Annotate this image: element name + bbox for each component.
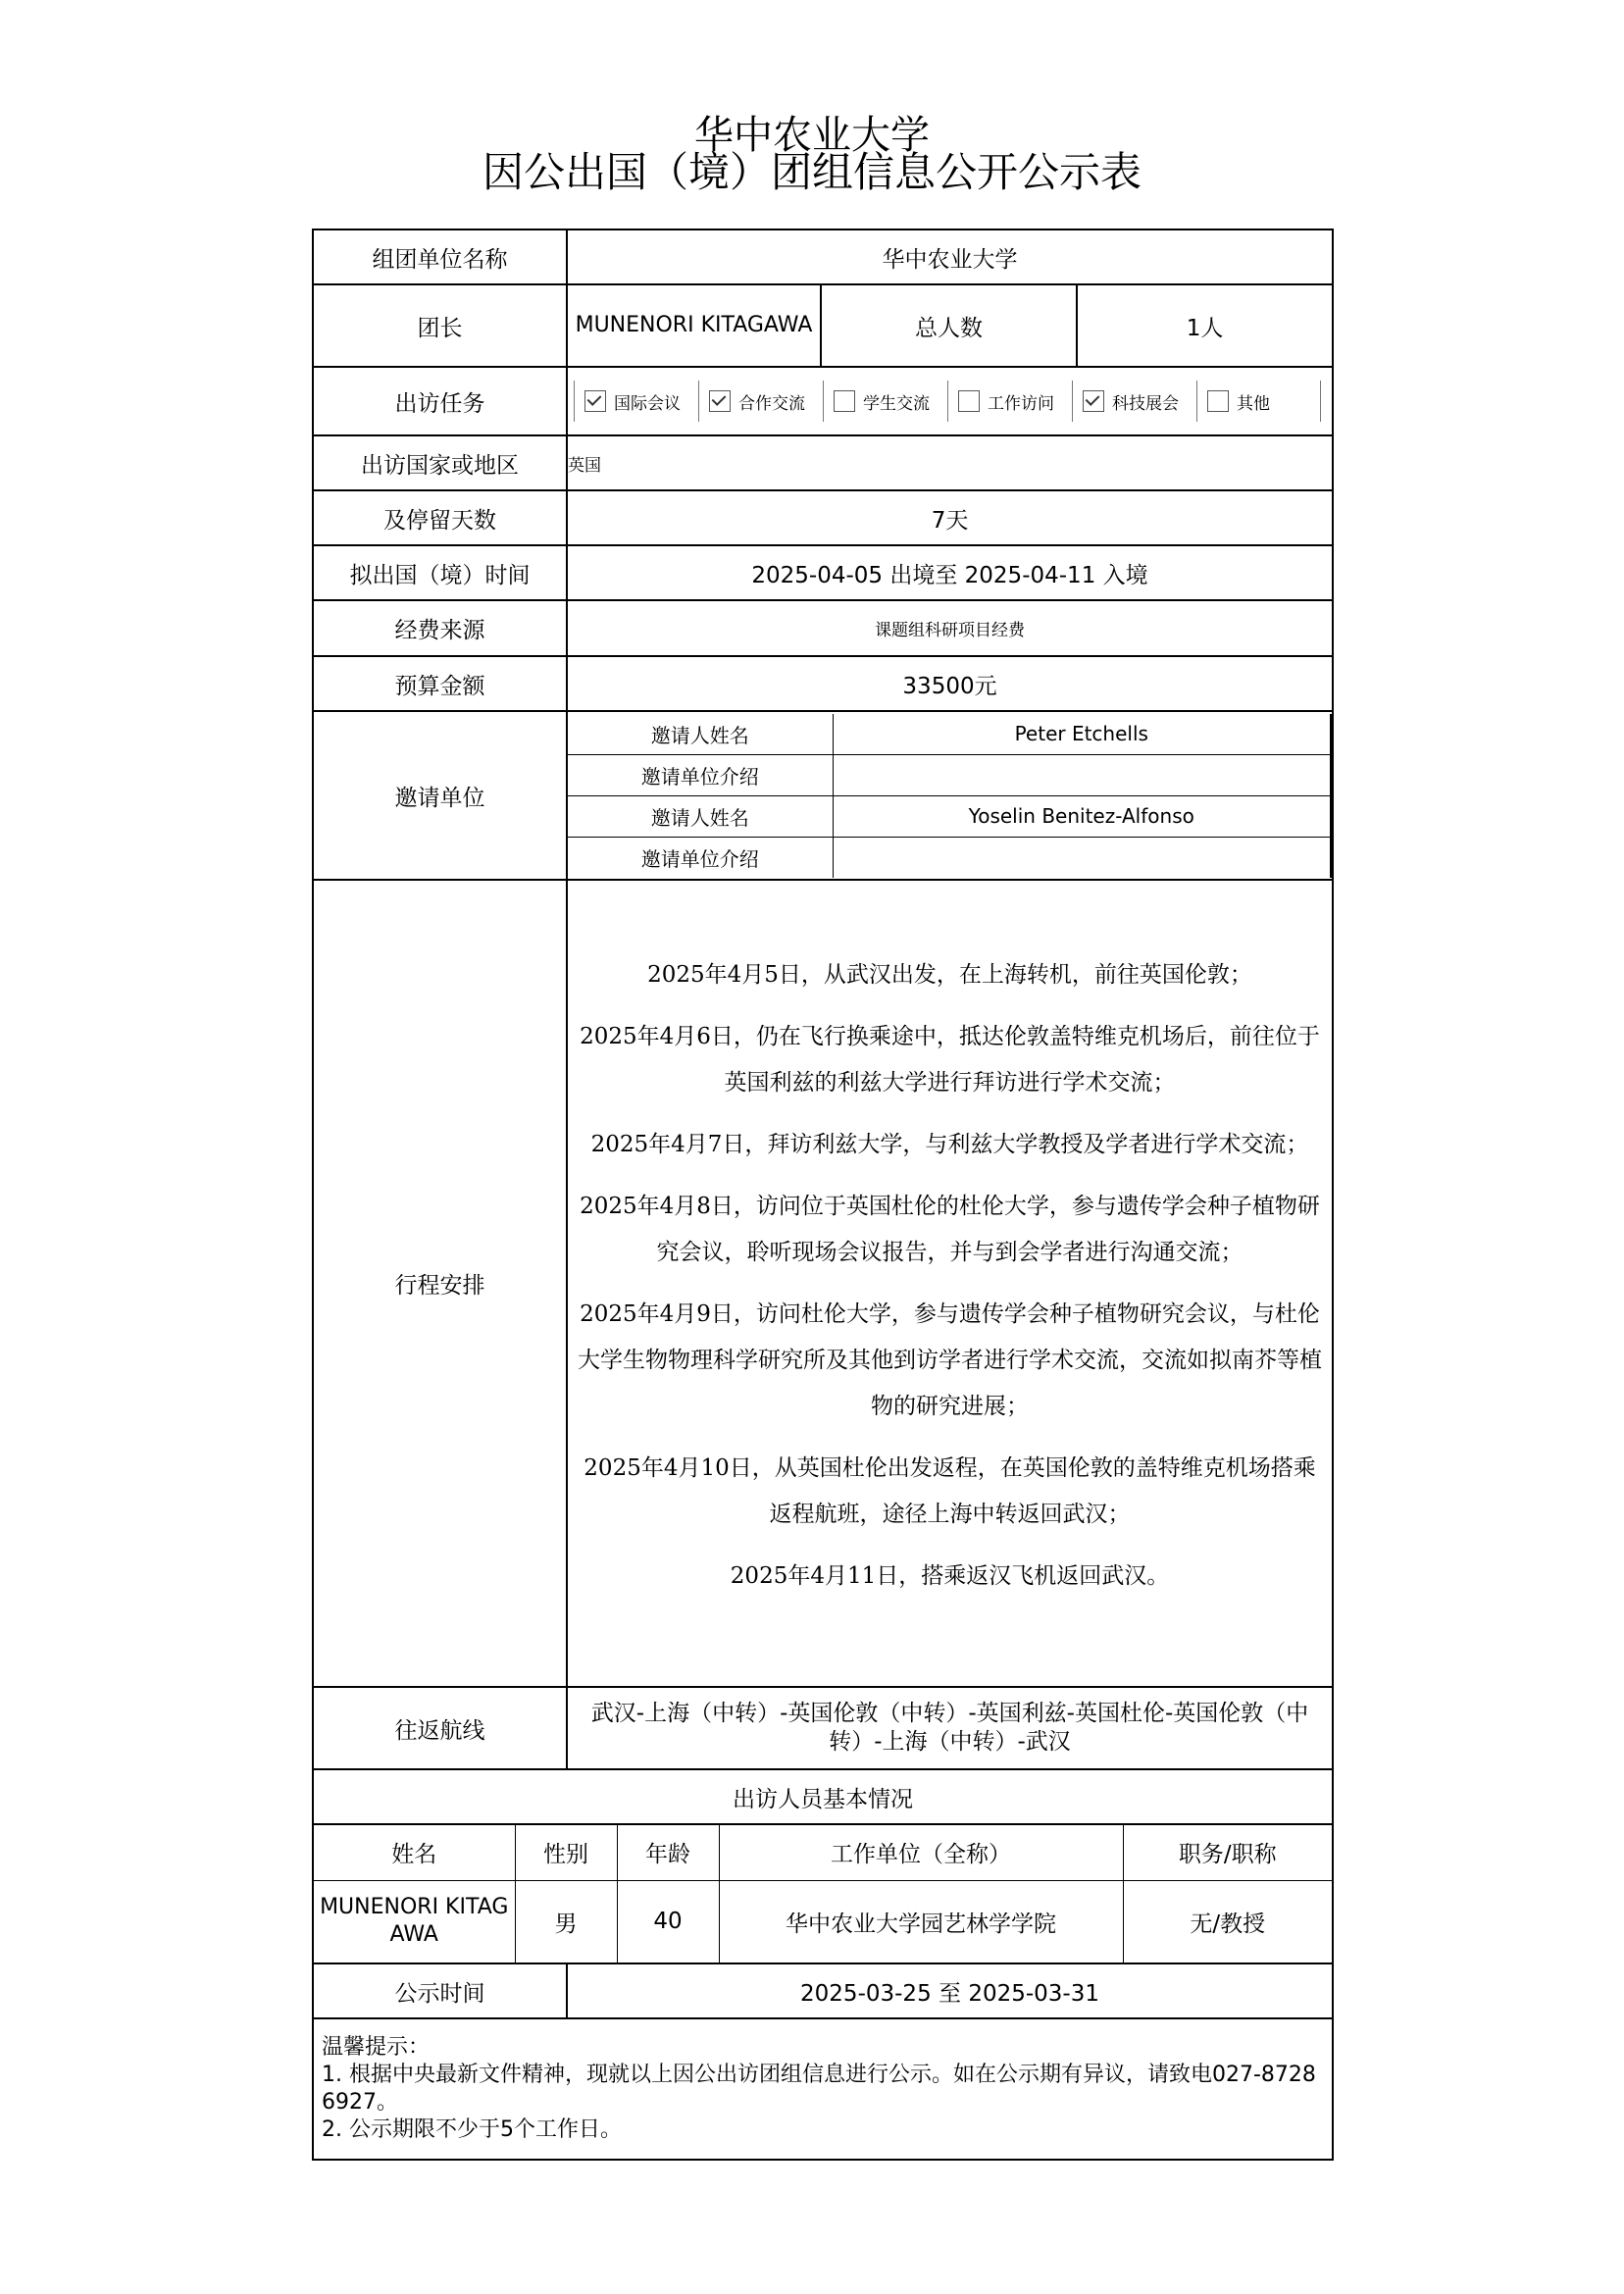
itinerary-item: 2025年4月11日，搭乘返汉飞机返回武汉。 xyxy=(730,1562,1170,1589)
funding-value: 课题组科研项目经费 xyxy=(567,600,1333,656)
publicity-value: 2025-03-25 至 2025-03-31 xyxy=(567,1963,1333,2018)
inviter-key: 邀请人姓名 xyxy=(568,795,833,837)
checkbox-unchecked-icon xyxy=(834,390,855,412)
tasks-label: 出访任务 xyxy=(313,367,567,435)
task-label: 合作交流 xyxy=(738,393,805,414)
itinerary-item: 2025年4月5日，从武汉出发，在上海转机，前往英国伦敦； xyxy=(647,961,1252,988)
inviter-row xyxy=(568,837,1331,878)
inviter-key: 邀请单位介绍 xyxy=(568,754,833,795)
inviter-value xyxy=(833,837,1331,878)
org-label: 组团单位名称 xyxy=(313,229,567,284)
total-value: 1人 xyxy=(1077,284,1333,367)
time-value: 2025-04-05 出境至 2025-04-11 入境 xyxy=(567,545,1333,600)
budget-value: 33500元 xyxy=(567,656,1333,711)
notice-heading: 温馨提示： xyxy=(322,2035,431,2060)
checkbox-checked-icon xyxy=(584,390,606,412)
task-label: 学生交流 xyxy=(863,393,930,414)
country-value: 英国 xyxy=(567,435,1333,490)
country-label: 出访国家或地区 xyxy=(313,435,567,490)
inviter-table xyxy=(568,714,1332,878)
inviter-key: 邀请单位介绍 xyxy=(568,837,833,878)
task-label: 其他 xyxy=(1237,393,1270,414)
inviter-row xyxy=(568,795,1331,837)
inviter-row xyxy=(568,754,1331,795)
funding-label: 经费来源 xyxy=(313,600,567,656)
checkbox-checked-icon xyxy=(1083,390,1104,412)
inviter-row xyxy=(568,714,1331,755)
staff-table xyxy=(314,1825,1332,1963)
staff-header-unit: 工作单位（全称） xyxy=(719,1825,1123,1880)
staff-header-gender: 性别 xyxy=(515,1825,617,1880)
document-title: 华中农业大学 xyxy=(694,113,930,158)
inviter-label: 邀请单位 xyxy=(313,711,567,880)
checkbox-unchecked-icon xyxy=(1207,390,1229,412)
leader-label: 团长 xyxy=(313,284,567,367)
publicity-table xyxy=(312,229,1334,2161)
inviter-value: Peter Etchells xyxy=(833,714,1331,755)
days-label: 及停留天数 xyxy=(313,490,567,545)
leader-value: MUNENORI KITAGAWA xyxy=(567,284,821,367)
itinerary-item: 2025年4月9日，访问杜伦大学，参与遗传学会种子植物研究会议，与杜伦大学生物物理科学研究所及其他到访学者进行学术交流，交流如拟南芥等植物的研究进展； xyxy=(578,1300,1323,1419)
staff-section-heading: 出访人员基本情况 xyxy=(313,1769,1333,1824)
tasks-cell xyxy=(567,367,1333,435)
task-label: 工作访问 xyxy=(988,393,1054,414)
task-student-exchange xyxy=(823,381,947,422)
itinerary-item: 2025年4月7日，拜访利兹大学，与利兹大学教授及学者进行学术交流； xyxy=(590,1131,1309,1157)
staff-header-row xyxy=(314,1825,1332,1880)
staff-cell xyxy=(313,1824,1333,1963)
task-label: 科技展会 xyxy=(1112,393,1179,414)
checkbox-checked-icon xyxy=(709,390,731,412)
task-international-conference xyxy=(574,381,698,422)
staff-unit: 华中农业大学园艺林学学院 xyxy=(719,1880,1123,1963)
notice-line-1: 1. 根据中央最新文件精神，现就以上因公出访团组信息进行公示。如在公示期有异议，请致电027-87286927。 xyxy=(322,2063,1316,2115)
inviter-key: 邀请人姓名 xyxy=(568,714,833,755)
itinerary-content xyxy=(567,880,1333,1687)
itinerary-item: 2025年4月8日，访问位于英国杜伦的杜伦大学，参与遗传学会种子植物研究会议，聆听现场会议报告，并与到会学者进行沟通交流； xyxy=(580,1193,1320,1265)
budget-label: 预算金额 xyxy=(313,656,567,711)
inviter-value: Yoselin Benitez-Alfonso xyxy=(833,795,1331,837)
route-value: 武汉-上海（中转）-英国伦敦（中转）-英国利兹-英国杜伦-英国伦敦（中转）-上海（中转）-武汉 xyxy=(567,1687,1333,1769)
total-label: 总人数 xyxy=(821,284,1077,367)
time-label: 拟出国（境）时间 xyxy=(313,545,567,600)
task-label: 国际会议 xyxy=(614,393,681,414)
task-cooperation-exchange xyxy=(698,381,823,422)
task-other xyxy=(1196,381,1321,422)
notice-line-2: 2. 公示期限不少于5个工作日。 xyxy=(322,2117,622,2142)
task-tech-exhibition xyxy=(1072,381,1196,422)
itinerary-item: 2025年4月10日，从英国杜伦出发返程，在英国伦敦的盖特维克机场搭乘返程航班，途径上海中转返回武汉； xyxy=(584,1454,1316,1527)
itinerary-label: 行程安排 xyxy=(313,880,567,1687)
staff-header-age: 年龄 xyxy=(617,1825,719,1880)
document-subtitle: 因公出国（境）团组信息公开公示表 xyxy=(482,148,1142,196)
task-work-visit xyxy=(947,381,1072,422)
staff-name: MUNENORI KITAGAWA xyxy=(314,1880,515,1963)
staff-title: 无/教授 xyxy=(1123,1880,1332,1963)
notice-box xyxy=(313,2018,1333,2160)
staff-age: 40 xyxy=(617,1880,719,1963)
publicity-label: 公示时间 xyxy=(313,1963,567,2018)
staff-row xyxy=(314,1880,1332,1963)
task-checkbox-group xyxy=(568,381,1332,422)
checkbox-unchecked-icon xyxy=(958,390,980,412)
inviter-cell xyxy=(567,711,1333,880)
staff-gender: 男 xyxy=(515,1880,617,1963)
org-value: 华中农业大学 xyxy=(567,229,1333,284)
staff-header-title: 职务/职称 xyxy=(1123,1825,1332,1880)
route-label: 往返航线 xyxy=(313,1687,567,1769)
staff-header-name: 姓名 xyxy=(314,1825,515,1880)
inviter-value xyxy=(833,754,1331,795)
days-value: 7天 xyxy=(567,490,1333,545)
itinerary-item: 2025年4月6日，仍在飞行换乘途中，抵达伦敦盖特维克机场后，前往位于英国利兹的利兹大学进行拜访进行学术交流； xyxy=(580,1023,1320,1096)
